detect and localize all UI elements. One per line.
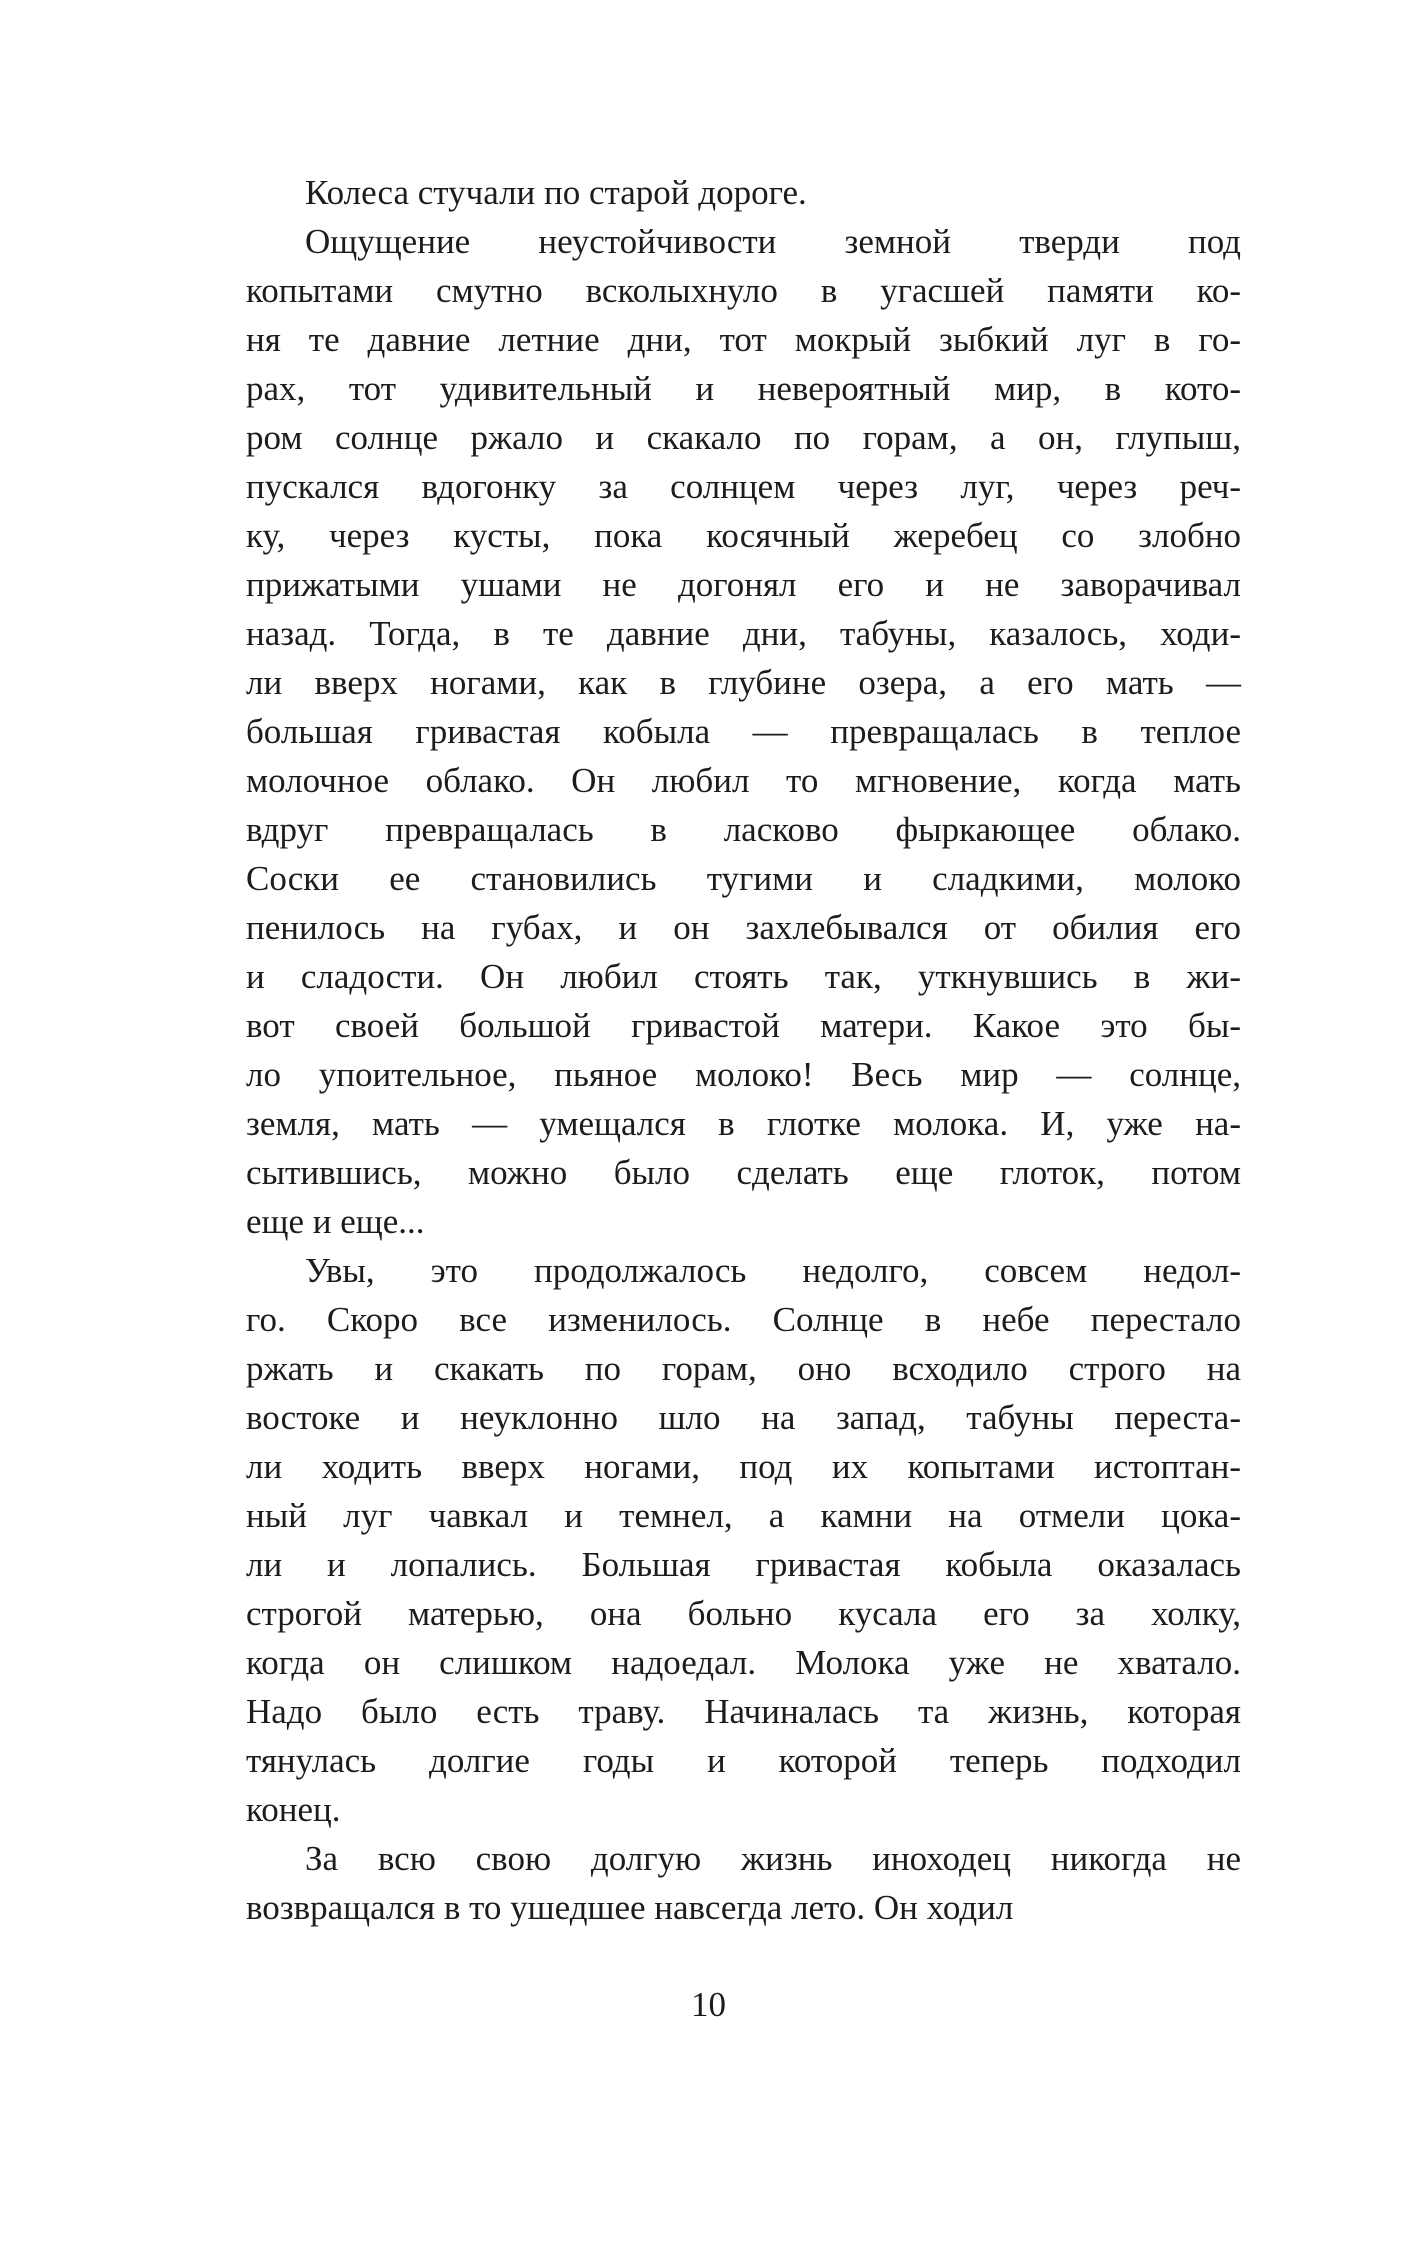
text-line: ли ходить вверх ногами, под их копытами истоптан- (246, 1447, 1241, 1486)
text-line: пускался вдогонку за солнцем через луг, через реч- (246, 467, 1241, 506)
text-line: ня те давние летние дни, тот мокрый зыбкий луг в го- (246, 320, 1241, 359)
text-line: Соски ее становились тугими и сладкими, молоко (246, 859, 1241, 898)
text-line: прижатыми ушами не догонял его и не заворачивал (246, 565, 1241, 604)
text-line: ржать и скакать по горам, оно всходило строго на (246, 1349, 1241, 1388)
text-line: и сладости. Он любил стоять так, уткнувшись в жи- (246, 957, 1241, 996)
text-line: конец. (246, 1790, 341, 1829)
text-line: Надо было есть траву. Начиналась та жизнь, которая (246, 1692, 1241, 1731)
text-line: Увы, это продолжалось недолго, совсем недол- (305, 1251, 1241, 1290)
text-line: вот своей большой гривастой матери. Какое это бы- (246, 1006, 1241, 1045)
text-line: еще и еще... (246, 1202, 425, 1241)
paragraph (246, 217, 1241, 1246)
text-line: строгой матерью, она больно кусала его за холку, (246, 1594, 1241, 1633)
body-text (246, 168, 1241, 1932)
text-line: тянулась долгие годы и которой теперь подходил (246, 1741, 1241, 1780)
text-line: ром солнце ржало и скакало по горам, а он, глупыш, (246, 418, 1241, 457)
text-line: молочное облако. Он любил то мгновение, когда мать (246, 761, 1241, 800)
text-line: пенилось на губах, и он захлебывался от обилия его (246, 908, 1241, 947)
text-line: копытами смутно всколыхнуло в угасшей памяти ко- (246, 271, 1241, 310)
paragraph (246, 1834, 1241, 1932)
text-line: востоке и неуклонно шло на запад, табуны переста- (246, 1398, 1241, 1437)
text-line: Колеса стучали по старой дороге. (305, 173, 807, 212)
page-number: 10 (691, 1985, 726, 2024)
text-line: рах, тот удивительный и невероятный мир, в кото- (246, 369, 1241, 408)
text-line: го. Скоро все изменилось. Солнце в небе перестало (246, 1300, 1241, 1339)
text-line: назад. Тогда, в те давние дни, табуны, казалось, ходи- (246, 614, 1241, 653)
text-line: земля, мать — умещался в глотке молока. И, уже на- (246, 1104, 1241, 1143)
text-line: ный луг чавкал и темнел, а камни на отмели цока- (246, 1496, 1241, 1535)
text-line: когда он слишком надоедал. Молока уже не хватало. (246, 1643, 1241, 1682)
text-line: ли вверх ногами, как в глубине озера, а его мать — (246, 663, 1241, 702)
text-line: сытившись, можно было сделать еще глоток, потом (246, 1153, 1241, 1192)
text-line: ку, через кусты, пока косячный жеребец со злобно (246, 516, 1241, 555)
text-line: ли и лопались. Большая гривастая кобыла оказалась (246, 1545, 1241, 1584)
text-line: возвращался в то ушедшее навсегда лето. Он ходил (246, 1888, 1014, 1927)
text-line: большая гривастая кобыла — превращалась в теплое (246, 712, 1241, 751)
text-line: Ощущение неустойчивости земной тверди под (305, 222, 1241, 261)
text-line: За всю свою долгую жизнь иноходец никогда не (305, 1839, 1241, 1878)
paragraph (246, 168, 1241, 217)
paragraph (246, 1246, 1241, 1834)
text-line: вдруг превращалась в ласково фыркающее облако. (246, 810, 1241, 849)
text-line: ло упоительное, пьяное молоко! Весь мир — солнце, (246, 1055, 1241, 1094)
